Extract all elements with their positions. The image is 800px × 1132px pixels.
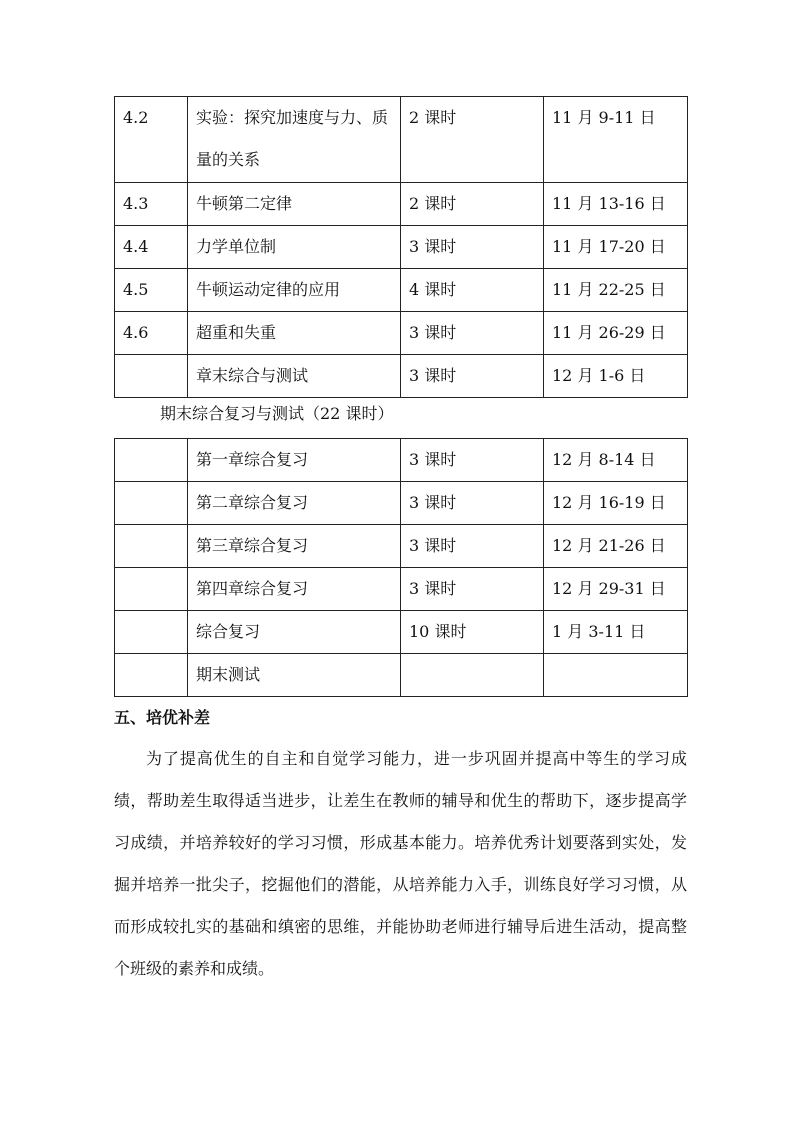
final-review-table [114, 438, 688, 697]
table-row [115, 183, 688, 226]
table-row [115, 525, 688, 568]
lesson-title: 章末综合与测试 [188, 355, 401, 398]
table-row [115, 654, 688, 697]
chapter4-schedule-table [114, 96, 688, 398]
lesson-hours: 10 课时 [401, 611, 544, 654]
table-row [115, 312, 688, 355]
section-number [115, 439, 188, 482]
lesson-title: 第二章综合复习 [188, 482, 401, 525]
lesson-dates: 12 月 8-14 日 [544, 439, 688, 482]
section-number [115, 525, 188, 568]
lesson-dates: 12 月 29-31 日 [544, 568, 688, 611]
lesson-title: 综合复习 [188, 611, 401, 654]
section-number [115, 568, 188, 611]
lesson-dates: 12 月 16-19 日 [544, 482, 688, 525]
lesson-dates: 12 月 21-26 日 [544, 525, 688, 568]
section-number: 4.5 [115, 269, 188, 312]
section-number: 4.2 [115, 97, 188, 183]
lesson-title: 第三章综合复习 [188, 525, 401, 568]
lesson-title: 期末测试 [188, 654, 401, 697]
lesson-hours: 3 课时 [401, 439, 544, 482]
lesson-dates: 1 月 3-11 日 [544, 611, 688, 654]
table-row [115, 355, 688, 398]
body-paragraph: 为了提高优生的自主和自觉学习能力，进一步巩固并提高中等生的学习成绩，帮助差生取得适当进步，让差生在教师的辅导和优生的帮助下，逐步提高学习成绩，并培养较好的学习习惯，形成基本能力。培养优秀计划要落到实处，发掘并培养一批尖子，挖掘他们的潜能，从培养能力入手，训练良好学习习惯，从而形成较扎实的基础和缜密的思维，并能协助老师进行辅导后进生活动，提高整个班级的素养和成绩。 [114, 749, 687, 978]
section-number: 4.3 [115, 183, 188, 226]
table-row [115, 226, 688, 269]
section-number [115, 482, 188, 525]
table-row [115, 97, 688, 183]
lesson-hours: 3 课时 [401, 525, 544, 568]
lesson-title: 力学单位制 [188, 226, 401, 269]
lesson-hours: 4 课时 [401, 269, 544, 312]
lesson-hours: 2 课时 [401, 183, 544, 226]
lesson-dates: 11 月 13-16 日 [544, 183, 688, 226]
lesson-hours: 3 课时 [401, 312, 544, 355]
lesson-hours [401, 654, 544, 697]
section-number [115, 654, 188, 697]
lesson-title: 牛顿运动定律的应用 [188, 269, 401, 312]
lesson-title: 实验：探究加速度与力、质量的关系 [188, 97, 401, 183]
section-number [115, 355, 188, 398]
section-number: 4.6 [115, 312, 188, 355]
lesson-dates: 12 月 1-6 日 [544, 355, 688, 398]
lesson-hours: 3 课时 [401, 355, 544, 398]
section-heading: 五、培优补差 [114, 708, 211, 727]
lesson-hours: 3 课时 [401, 568, 544, 611]
lesson-hours: 3 课时 [401, 226, 544, 269]
lesson-dates: 11 月 9-11 日 [544, 97, 688, 183]
table-row [115, 611, 688, 654]
table-row [115, 269, 688, 312]
lesson-title: 第一章综合复习 [188, 439, 401, 482]
section-number: 4.4 [115, 226, 188, 269]
lesson-dates: 11 月 17-20 日 [544, 226, 688, 269]
lesson-hours: 3 课时 [401, 482, 544, 525]
lesson-dates [544, 654, 688, 697]
final-review-caption: 期末综合复习与测试（22 课时） [160, 404, 394, 423]
lesson-dates: 11 月 22-25 日 [544, 269, 688, 312]
table-row [115, 439, 688, 482]
lesson-hours: 2 课时 [401, 97, 544, 183]
table-row [115, 482, 688, 525]
lesson-title: 超重和失重 [188, 312, 401, 355]
lesson-title: 第四章综合复习 [188, 568, 401, 611]
lesson-title: 牛顿第二定律 [188, 183, 401, 226]
section-number [115, 611, 188, 654]
table-row [115, 568, 688, 611]
lesson-dates: 11 月 26-29 日 [544, 312, 688, 355]
